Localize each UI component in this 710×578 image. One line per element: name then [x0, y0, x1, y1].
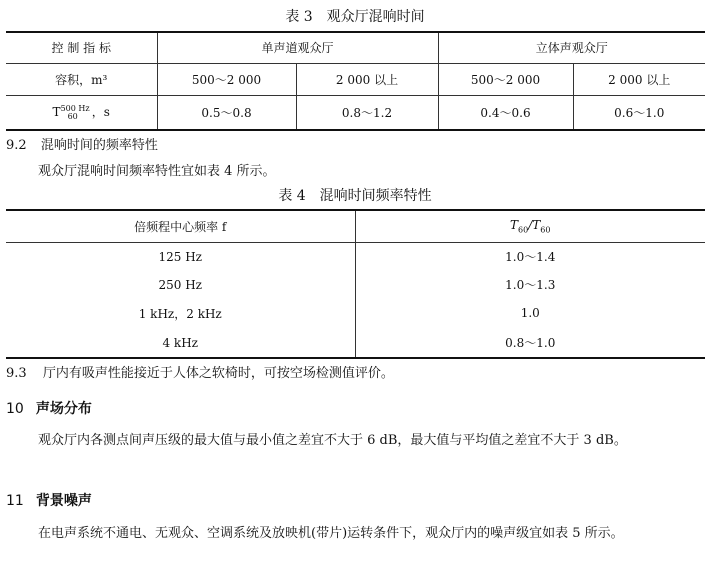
table-row: [6, 328, 705, 358]
table4-freq: 125 Hz: [6, 242, 355, 271]
table3-caption: 表 3 观众厅混响时间: [285, 9, 425, 25]
table3-cell: 0.6～1.0: [614, 105, 665, 120]
section-title: 声场分布: [35, 401, 92, 417]
table3-cell: 500～2 000: [438, 63, 573, 95]
section-11-text: 在电声系统不通电、无观众、空调系统及放映机(带片)运转条件下，观众厅内的噪声级宜如表 5 所示。: [38, 526, 624, 541]
table3-row-rt: [6, 95, 705, 130]
table3-header-row: [6, 32, 705, 63]
table3-header-mono: 单声道观众厅: [157, 32, 438, 63]
section-11-heading: [6, 490, 92, 510]
table3-rt-label: $T^{500 Hz}_{60}$ ，s: [6, 95, 157, 130]
table4-ratio: 1.0～1.4: [505, 250, 556, 265]
table4: [6, 209, 705, 359]
table3-cell: 2 000 以上: [573, 63, 705, 95]
section-title: 混响时间的频率特性: [40, 138, 158, 153]
table3-row-volume: [6, 63, 705, 95]
table4-freq: 4 kHz: [6, 328, 355, 358]
table4-caption: 表 4 混响时间频率特性: [278, 188, 432, 204]
section-number: 10: [6, 401, 24, 417]
table-row: [6, 242, 705, 271]
table4-ratio: 1.0～1.3: [505, 278, 556, 292]
section-10-heading: [6, 398, 92, 418]
section-number: 11: [6, 493, 24, 509]
table3: [6, 31, 705, 131]
table3-header-stereo: 立体声观众厅: [438, 32, 705, 63]
table3-cell: 500～2 000: [157, 63, 296, 95]
table3-volume-label: 容积，m³: [6, 63, 157, 95]
section-9-3: [6, 362, 394, 381]
section-title: 背景噪声: [35, 493, 92, 509]
table4-header-row: [6, 210, 705, 242]
section-text: 厅内有吸声性能接近于人体之软椅时，可按空场检测值评价。: [42, 366, 394, 381]
section-10-text: 观众厅内各测点间声压级的最大值与最小值之差宜不大于 6 dB，最大值与平均值之差宜不大于 3 dB。: [38, 433, 627, 448]
section-9-2-text: 观众厅混响时间频率特性宜如表 4 所示。: [38, 164, 276, 179]
table4-header-freq: 倍频程中心频率 f: [6, 210, 355, 242]
section-number: 9.3: [6, 366, 27, 381]
table4-header-ratio: $T_{60}/T_{60}$: [355, 210, 705, 242]
table4-freq: 1 kHz，2 kHz: [6, 298, 355, 328]
table4-freq: 250 Hz: [6, 271, 355, 298]
table-row: [6, 298, 705, 328]
table-row: [6, 271, 705, 298]
table3-cell: 2 000 以上: [296, 63, 438, 95]
section-9-2-heading: [6, 134, 158, 153]
table4-ratio: 0.8～1.0: [505, 336, 556, 350]
table3-cell: 0.5～0.8: [157, 95, 296, 130]
table3-header-metric: 控 制 指 标: [6, 32, 157, 63]
table3-cell: 0.8～1.2: [296, 95, 438, 130]
table4-ratio: 1.0: [520, 306, 540, 320]
table3-cell: 0.4～0.6: [438, 95, 573, 130]
section-number: 9.2: [6, 138, 27, 153]
